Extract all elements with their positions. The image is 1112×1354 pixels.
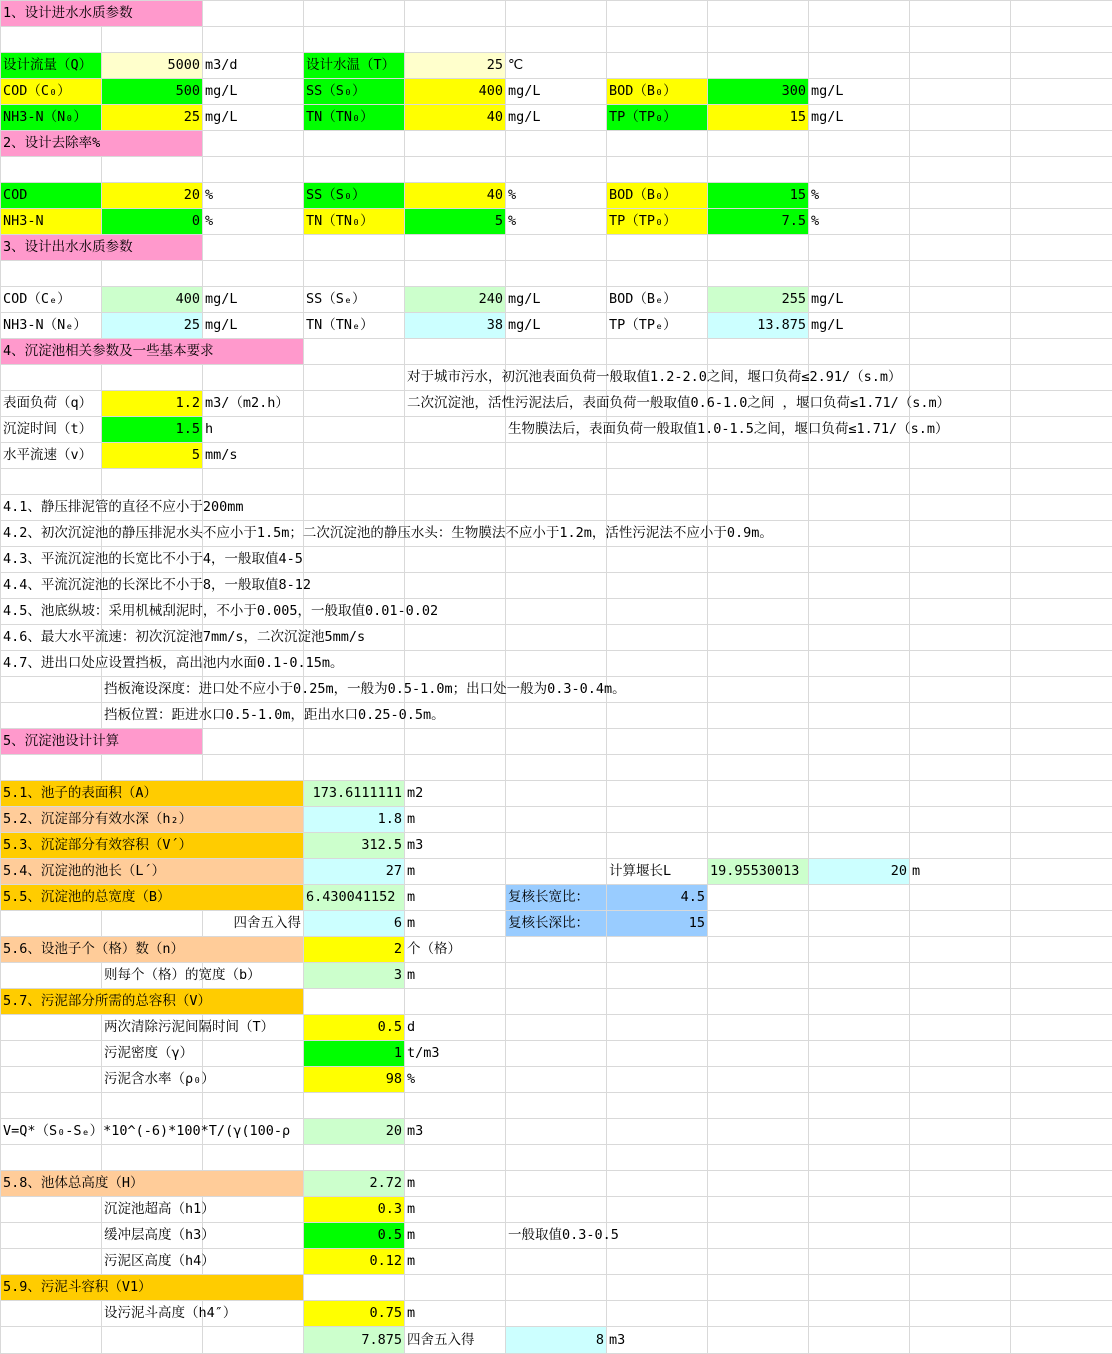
label-cell[interactable]: 5.3、沉淀部分有效容积（V´） xyxy=(1,833,303,858)
label-cell[interactable]: 5.1、池子的表面积（A） xyxy=(1,781,303,806)
unit-cell[interactable]: m xyxy=(407,863,416,879)
label-cell[interactable]: BOD（B₀） xyxy=(607,79,707,104)
rule-text[interactable]: 4.2、初次沉淀池的静压排泥水头不应小于1.5m；二次沉淀池的静压水头：生物膜法不应小于1.2m，活性污泥法不应小于0.9m。 xyxy=(3,525,773,541)
value-cell[interactable]: 8 xyxy=(506,1327,606,1353)
rule-text[interactable]: 4.7、进出口处应设置挡板，高出池内水面0.1-0.15m。 xyxy=(3,655,344,671)
value-cell[interactable]: 5 xyxy=(405,209,505,234)
unit-cell[interactable]: % xyxy=(508,187,517,203)
value-cell[interactable]: 0.3 xyxy=(304,1197,404,1222)
section-1-header[interactable]: 1、设计进水水质参数 xyxy=(1,1,202,26)
note-cell[interactable]: 对于城市污水，初沉池表面负荷一般取值1.2-2.0之间，堰口负荷≤2.91/（s.m） xyxy=(407,369,902,385)
unit-cell[interactable]: m xyxy=(407,1253,416,1269)
value-cell[interactable]: 25 xyxy=(102,313,202,338)
unit-cell[interactable]: % xyxy=(508,213,517,229)
label-cell[interactable]: 5.2、沉淀部分有效水深（h₂） xyxy=(1,807,303,832)
unit-cell[interactable]: mg/L xyxy=(811,83,844,99)
unit-cell[interactable]: mg/L xyxy=(508,83,541,99)
value-cell[interactable]: 20 xyxy=(102,183,202,208)
value-cell[interactable]: 6.430041152 xyxy=(304,885,404,910)
note-cell[interactable]: 生物膜法后，表面负荷一般取值1.0-1.5之间，堰口负荷≤1.71/（s.m） xyxy=(508,421,949,437)
value-cell[interactable]: 400 xyxy=(102,287,202,312)
value-cell[interactable]: 300 xyxy=(708,79,808,104)
value-cell[interactable]: 0.5 xyxy=(304,1015,404,1040)
section-3-header[interactable]: 3、设计出水水质参数 xyxy=(1,235,202,260)
label-cell[interactable]: SS（S₀） xyxy=(304,183,404,208)
unit-cell[interactable]: mg/L xyxy=(205,83,238,99)
label-cell[interactable]: TN（TNₑ） xyxy=(306,317,374,333)
unit-cell[interactable]: mg/L xyxy=(205,317,238,333)
value-cell[interactable]: 0 xyxy=(102,209,202,234)
value-cell[interactable]: 255 xyxy=(708,287,808,312)
label-cell[interactable]: TN（TN₀） xyxy=(304,209,404,234)
unit-cell[interactable]: m3 xyxy=(407,837,424,853)
label-cell[interactable]: SS（S₀） xyxy=(304,79,404,104)
label-cell[interactable]: 沉淀池超高（h1） xyxy=(104,1201,215,1217)
unit-cell[interactable]: ℃ xyxy=(508,57,524,73)
label-cell[interactable]: TP（TPₑ） xyxy=(609,317,677,333)
value-cell[interactable]: 15 xyxy=(708,183,808,208)
label-cell[interactable]: 5.5、沉淀池的总宽度（B） xyxy=(1,885,303,910)
value-cell[interactable]: 240 xyxy=(405,287,505,312)
value-cell[interactable]: 20 xyxy=(809,859,909,884)
label-cell[interactable]: 水平流速（v） xyxy=(3,447,93,463)
label-cell[interactable]: 5.6、设池子个（格）数（n） xyxy=(1,937,303,962)
unit-cell[interactable]: m xyxy=(407,889,416,905)
unit-cell[interactable]: % xyxy=(407,1071,416,1087)
label-cell[interactable]: NH3-N xyxy=(1,209,101,234)
value-cell[interactable]: 5000 xyxy=(102,53,202,78)
unit-cell[interactable]: m xyxy=(407,1175,416,1191)
label-cell[interactable]: NH3-N（N₀） xyxy=(1,105,101,130)
value-cell[interactable]: 15 xyxy=(708,105,808,130)
label-cell[interactable]: 复核长深比： xyxy=(506,911,606,936)
value-cell[interactable]: 38 xyxy=(405,313,505,338)
unit-cell[interactable]: m xyxy=(407,915,416,931)
value-cell[interactable]: 4.5 xyxy=(607,885,707,910)
value-cell[interactable]: 27 xyxy=(304,859,404,884)
value-cell[interactable]: 2.72 xyxy=(304,1171,404,1196)
value-cell[interactable]: 19.95530013 xyxy=(708,859,808,884)
label-cell[interactable]: 计算堰长L xyxy=(609,863,672,879)
value-cell[interactable]: 6 xyxy=(304,911,404,936)
value-cell[interactable]: 98 xyxy=(304,1067,404,1092)
label-cell[interactable]: BOD（Bₑ） xyxy=(609,291,677,307)
unit-cell[interactable]: m2 xyxy=(407,785,424,801)
label-cell[interactable]: 污泥含水率（ρ₀） xyxy=(104,1071,215,1087)
unit-cell[interactable]: m3 xyxy=(407,1123,424,1139)
unit-cell[interactable]: m xyxy=(912,863,921,879)
label-cell[interactable]: 复核长宽比： xyxy=(506,885,606,910)
value-cell[interactable]: 40 xyxy=(405,183,505,208)
note-cell[interactable]: 一般取值0.3-0.5 xyxy=(508,1227,619,1243)
unit-cell[interactable]: % xyxy=(205,187,214,203)
unit-cell[interactable]: mg/L xyxy=(508,317,541,333)
unit-cell[interactable]: t/m3 xyxy=(407,1045,440,1061)
unit-cell[interactable]: m3 xyxy=(609,1332,626,1348)
value-cell[interactable]: 0.12 xyxy=(304,1249,404,1274)
label-cell[interactable]: 5.7、污泥部分所需的总容积（V） xyxy=(1,989,303,1014)
label-cell[interactable]: TN（TN₀） xyxy=(304,105,404,130)
formula-cell[interactable]: V=Q*（S₀-Sₑ）*10^(-6)*100*T/(γ(100-ρ xyxy=(3,1123,291,1139)
unit-cell[interactable]: mg/L xyxy=(508,291,541,307)
label-cell[interactable]: NH3-N（Nₑ） xyxy=(3,317,87,333)
value-cell[interactable]: 15 xyxy=(607,911,707,936)
value-cell[interactable]: 312.5 xyxy=(304,833,404,858)
unit-cell[interactable]: m3/（m2.h） xyxy=(205,395,289,411)
value-cell[interactable]: 400 xyxy=(405,79,505,104)
label-cell[interactable]: SS（Sₑ） xyxy=(306,291,366,307)
unit-cell[interactable]: m xyxy=(407,811,416,827)
label-cell[interactable]: 5.4、沉淀池的池长（L´） xyxy=(1,859,303,884)
label-cell[interactable]: 5.9、污泥斗容积（V1） xyxy=(1,1275,303,1300)
label-cell[interactable]: 四舍五入得 xyxy=(407,1332,475,1348)
unit-cell[interactable]: mg/L xyxy=(205,291,238,307)
rule-text[interactable]: 挡板淹设深度：进口处不应小于0.25m，一般为0.5-1.0m；出口处一般为0.3-0.4m。 xyxy=(104,681,626,697)
rule-text[interactable]: 4.3、平流沉淀池的长宽比不小于4，一般取值4-5 xyxy=(3,551,303,567)
unit-cell[interactable]: mg/L xyxy=(508,109,541,125)
unit-cell[interactable]: h xyxy=(205,421,214,437)
unit-cell[interactable]: mg/L xyxy=(205,109,238,125)
value-cell[interactable]: 173.6111111 xyxy=(304,781,404,806)
label-cell[interactable]: 四舍五入得 xyxy=(233,915,301,931)
value-cell[interactable]: 1.5 xyxy=(102,417,202,442)
value-cell[interactable]: 3 xyxy=(304,963,404,988)
label-cell[interactable]: COD xyxy=(1,183,101,208)
value-cell[interactable]: 1 xyxy=(304,1041,404,1066)
value-cell[interactable]: 7.875 xyxy=(304,1327,404,1353)
value-cell[interactable]: 1.2 xyxy=(102,391,202,416)
label-cell[interactable]: TP（TP₀） xyxy=(607,105,707,130)
value-cell[interactable]: 40 xyxy=(405,105,505,130)
rule-text[interactable]: 4.6、最大水平流速：初次沉淀池7mm/s，二次沉淀池5mm/s xyxy=(3,629,366,645)
unit-cell[interactable]: % xyxy=(205,213,214,229)
label-cell[interactable]: 表面负荷（q） xyxy=(3,395,93,411)
rule-text[interactable]: 挡板位置：距进水口0.5-1.0m，距出水口0.25-0.5m。 xyxy=(104,707,445,723)
unit-cell[interactable]: m xyxy=(407,1305,416,1321)
rule-text[interactable]: 4.4、平流沉淀池的长深比不小于8，一般取值8-12 xyxy=(3,577,312,593)
value-cell[interactable]: 25 xyxy=(405,53,505,78)
unit-cell[interactable]: mg/L xyxy=(811,291,844,307)
unit-cell[interactable]: 个（格） xyxy=(407,941,461,957)
label-cell[interactable]: 缓冲层高度（h3） xyxy=(104,1227,215,1243)
unit-cell[interactable]: m xyxy=(407,1227,416,1243)
label-cell[interactable]: BOD（B₀） xyxy=(607,183,707,208)
value-cell[interactable]: 0.5 xyxy=(304,1223,404,1248)
label-cell[interactable]: 设计水温（T） xyxy=(304,53,404,78)
unit-cell[interactable]: mg/L xyxy=(811,317,844,333)
label-cell[interactable]: 设计流量（Q） xyxy=(1,53,101,78)
section-5-header[interactable]: 5、沉淀池设计计算 xyxy=(1,729,202,754)
label-cell[interactable]: 污泥区高度（h4） xyxy=(104,1253,215,1269)
label-cell[interactable]: COD（C₀） xyxy=(1,79,101,104)
value-cell[interactable]: 13.875 xyxy=(708,313,808,338)
value-cell[interactable]: 5 xyxy=(102,443,202,468)
unit-cell[interactable]: % xyxy=(811,213,820,229)
label-cell[interactable]: 则每个（格）的宽度（b） xyxy=(104,967,261,983)
label-cell[interactable]: 沉淀时间（t） xyxy=(3,421,93,437)
value-cell[interactable]: 500 xyxy=(102,79,202,104)
label-cell[interactable]: 污泥密度（γ） xyxy=(104,1045,194,1061)
label-cell[interactable]: 5.8、池体总高度（H） xyxy=(1,1171,303,1196)
unit-cell[interactable]: m3/d xyxy=(205,57,238,73)
section-2-header[interactable]: 2、设计去除率% xyxy=(1,131,202,156)
value-cell[interactable]: 25 xyxy=(102,105,202,130)
unit-cell[interactable]: mg/L xyxy=(811,109,844,125)
unit-cell[interactable]: % xyxy=(811,187,820,203)
label-cell[interactable]: 设污泥斗高度（h4″） xyxy=(104,1305,237,1321)
label-cell[interactable]: COD（Cₑ） xyxy=(3,291,71,307)
rule-text[interactable]: 4.1、静压排泥管的直径不应小于200mm xyxy=(3,499,244,515)
value-cell[interactable]: 0.75 xyxy=(304,1301,404,1326)
unit-cell[interactable]: d xyxy=(407,1019,416,1035)
label-cell[interactable]: TP（TP₀） xyxy=(607,209,707,234)
value-cell[interactable]: 7.5 xyxy=(708,209,808,234)
unit-cell[interactable]: mm/s xyxy=(205,447,238,463)
note-cell[interactable]: 二次沉淀池，活性污泥法后，表面负荷一般取值0.6-1.0之间 ，堰口负荷≤1.71/（s.m） xyxy=(407,395,951,411)
section-4-header[interactable]: 4、沉淀池相关参数及一些基本要求 xyxy=(1,339,303,364)
unit-cell[interactable]: m xyxy=(407,1201,416,1217)
value-cell[interactable]: 20 xyxy=(304,1119,404,1144)
rule-text[interactable]: 4.5、池底纵坡：采用机械刮泥时，不小于0.005，一般取值0.01-0.02 xyxy=(3,603,439,619)
value-cell[interactable]: 2 xyxy=(304,937,404,962)
unit-cell[interactable]: m xyxy=(407,967,416,983)
value-cell[interactable]: 1.8 xyxy=(304,807,404,832)
label-cell[interactable]: 两次清除污泥间隔时间（T） xyxy=(104,1019,275,1035)
